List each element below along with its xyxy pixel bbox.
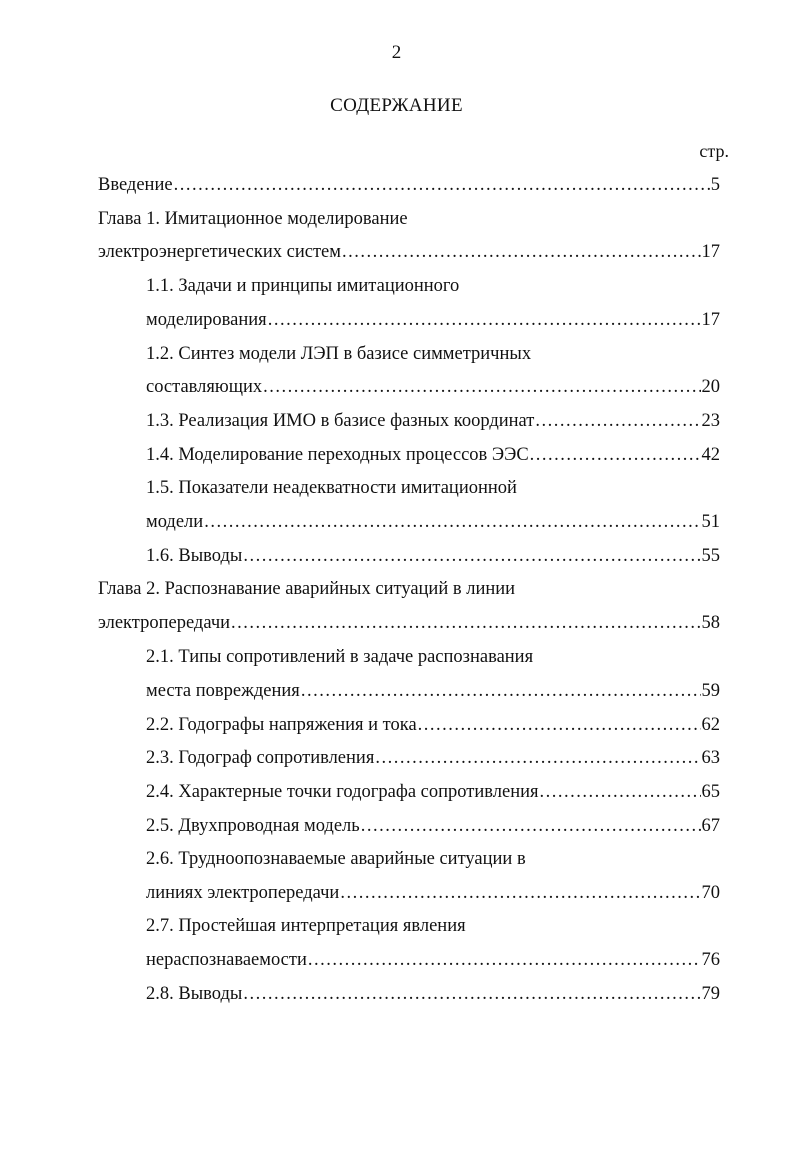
toc-section-1-2	[146, 374, 720, 400]
toc-entry-title: линиях электропередачи	[146, 883, 340, 903]
toc-leader	[340, 880, 700, 906]
toc-entry-page: 62	[701, 715, 720, 735]
toc-entry-title: моделирования	[146, 310, 267, 330]
toc-entry-title: 1.6. Выводы	[146, 546, 243, 566]
toc-section-1-4	[146, 442, 720, 468]
toc-leader	[530, 442, 701, 468]
toc-chapter-1	[98, 239, 720, 265]
page-title: СОДЕРЖАНИЕ	[330, 95, 463, 116]
toc-leader	[174, 172, 710, 198]
toc-leader	[418, 712, 701, 738]
toc-entry-page: 79	[701, 984, 720, 1004]
toc-section-1-6	[146, 543, 720, 569]
toc-leader	[243, 981, 700, 1007]
toc-section-1-1	[146, 307, 720, 333]
toc-section-1-5	[146, 509, 720, 535]
toc-entry-page: 65	[701, 782, 720, 802]
toc-section-2-1-heading: 2.1. Типы сопротивлений в задаче распознавания	[146, 647, 534, 667]
toc-entry-page: 42	[701, 445, 720, 465]
toc-leader	[231, 610, 700, 636]
toc-leader	[204, 509, 700, 535]
toc-section-1-1-heading: 1.1. Задачи и принципы имитационного	[146, 276, 460, 296]
toc-section-2-6-heading: 2.6. Трудноопознаваемые аварийные ситуации в	[146, 849, 526, 869]
toc-leader	[540, 779, 701, 805]
toc-section-2-7-heading: 2.7. Простейшая интерпретация явления	[146, 916, 466, 936]
toc-entry-title: Введение	[98, 175, 173, 195]
toc-section-2-4	[146, 779, 720, 805]
toc-entry-page: 23	[701, 411, 720, 431]
toc-leader	[342, 239, 701, 265]
toc-entry-page: 67	[701, 816, 720, 836]
toc-entry-title: электропередачи	[98, 613, 231, 633]
toc-leader	[243, 543, 700, 569]
toc-leader	[268, 307, 701, 333]
toc-entry-title: нераспознаваемости	[146, 950, 307, 970]
toc-section-2-3	[146, 745, 720, 771]
toc-entry-title: модели	[146, 512, 204, 532]
toc-entry-page: 55	[701, 546, 720, 566]
toc-leader	[375, 745, 700, 771]
toc-leader	[361, 813, 701, 839]
toc-chapter-2	[98, 610, 720, 636]
toc-entry-title: 1.4. Моделирование переходных процессов ЭЭС	[146, 445, 529, 465]
toc-section-2-8	[146, 981, 720, 1007]
toc-entry-title: 2.4. Характерные точки годографа сопротивления	[146, 782, 539, 802]
toc-entry-page: 17	[701, 310, 720, 330]
toc-entry-page: 70	[701, 883, 720, 903]
toc-leader	[308, 947, 701, 973]
toc-entry-title: 2.5. Двухпроводная модель	[146, 816, 360, 836]
toc-entry-title: 2.2. Годографы напряжения и тока	[146, 715, 417, 735]
toc-section-1-2-heading: 1.2. Синтез модели ЛЭП в базисе симметричных	[146, 344, 532, 364]
toc-entry-page: 58	[701, 613, 720, 633]
page-column-label: стр.	[699, 141, 729, 161]
toc-entry-page: 17	[701, 242, 720, 262]
toc-leader	[263, 374, 700, 400]
toc-chapter-2-heading: Глава 2. Распознавание аварийных ситуаций в линии	[98, 579, 516, 599]
toc-section-2-2	[146, 712, 720, 738]
page-number: 2	[391, 42, 402, 63]
toc-section-2-1	[146, 678, 720, 704]
toc-section-2-7	[146, 947, 720, 973]
toc-entry-title: 2.3. Годограф сопротивления	[146, 748, 375, 768]
toc-entry-page: 63	[701, 748, 720, 768]
toc-leader	[535, 408, 700, 434]
toc-entry-page: 5	[710, 175, 720, 195]
toc-entry-page: 59	[701, 681, 720, 701]
toc-entry-title: составляющих	[146, 377, 263, 397]
toc-section-2-6	[146, 880, 720, 906]
toc-entry-page: 51	[701, 512, 720, 532]
toc-entry-page: 76	[701, 950, 720, 970]
toc-entry-title: электроэнергетических систем	[98, 242, 341, 262]
toc-entry-title: места повреждения	[146, 681, 300, 701]
toc-section-2-5	[146, 813, 720, 839]
toc-entry-intro	[98, 172, 720, 198]
toc-leader	[301, 678, 701, 704]
toc-section-1-3	[146, 408, 720, 434]
toc-entry-title: 1.3. Реализация ИМО в базисе фазных координат	[146, 411, 535, 431]
toc-section-1-5-heading: 1.5. Показатели неадекватности имитационной	[146, 478, 517, 498]
toc-entry-page: 20	[701, 377, 720, 397]
toc-entry-title: 2.8. Выводы	[146, 984, 243, 1004]
toc-chapter-1-heading: Глава 1. Имитационное моделирование	[98, 209, 408, 229]
